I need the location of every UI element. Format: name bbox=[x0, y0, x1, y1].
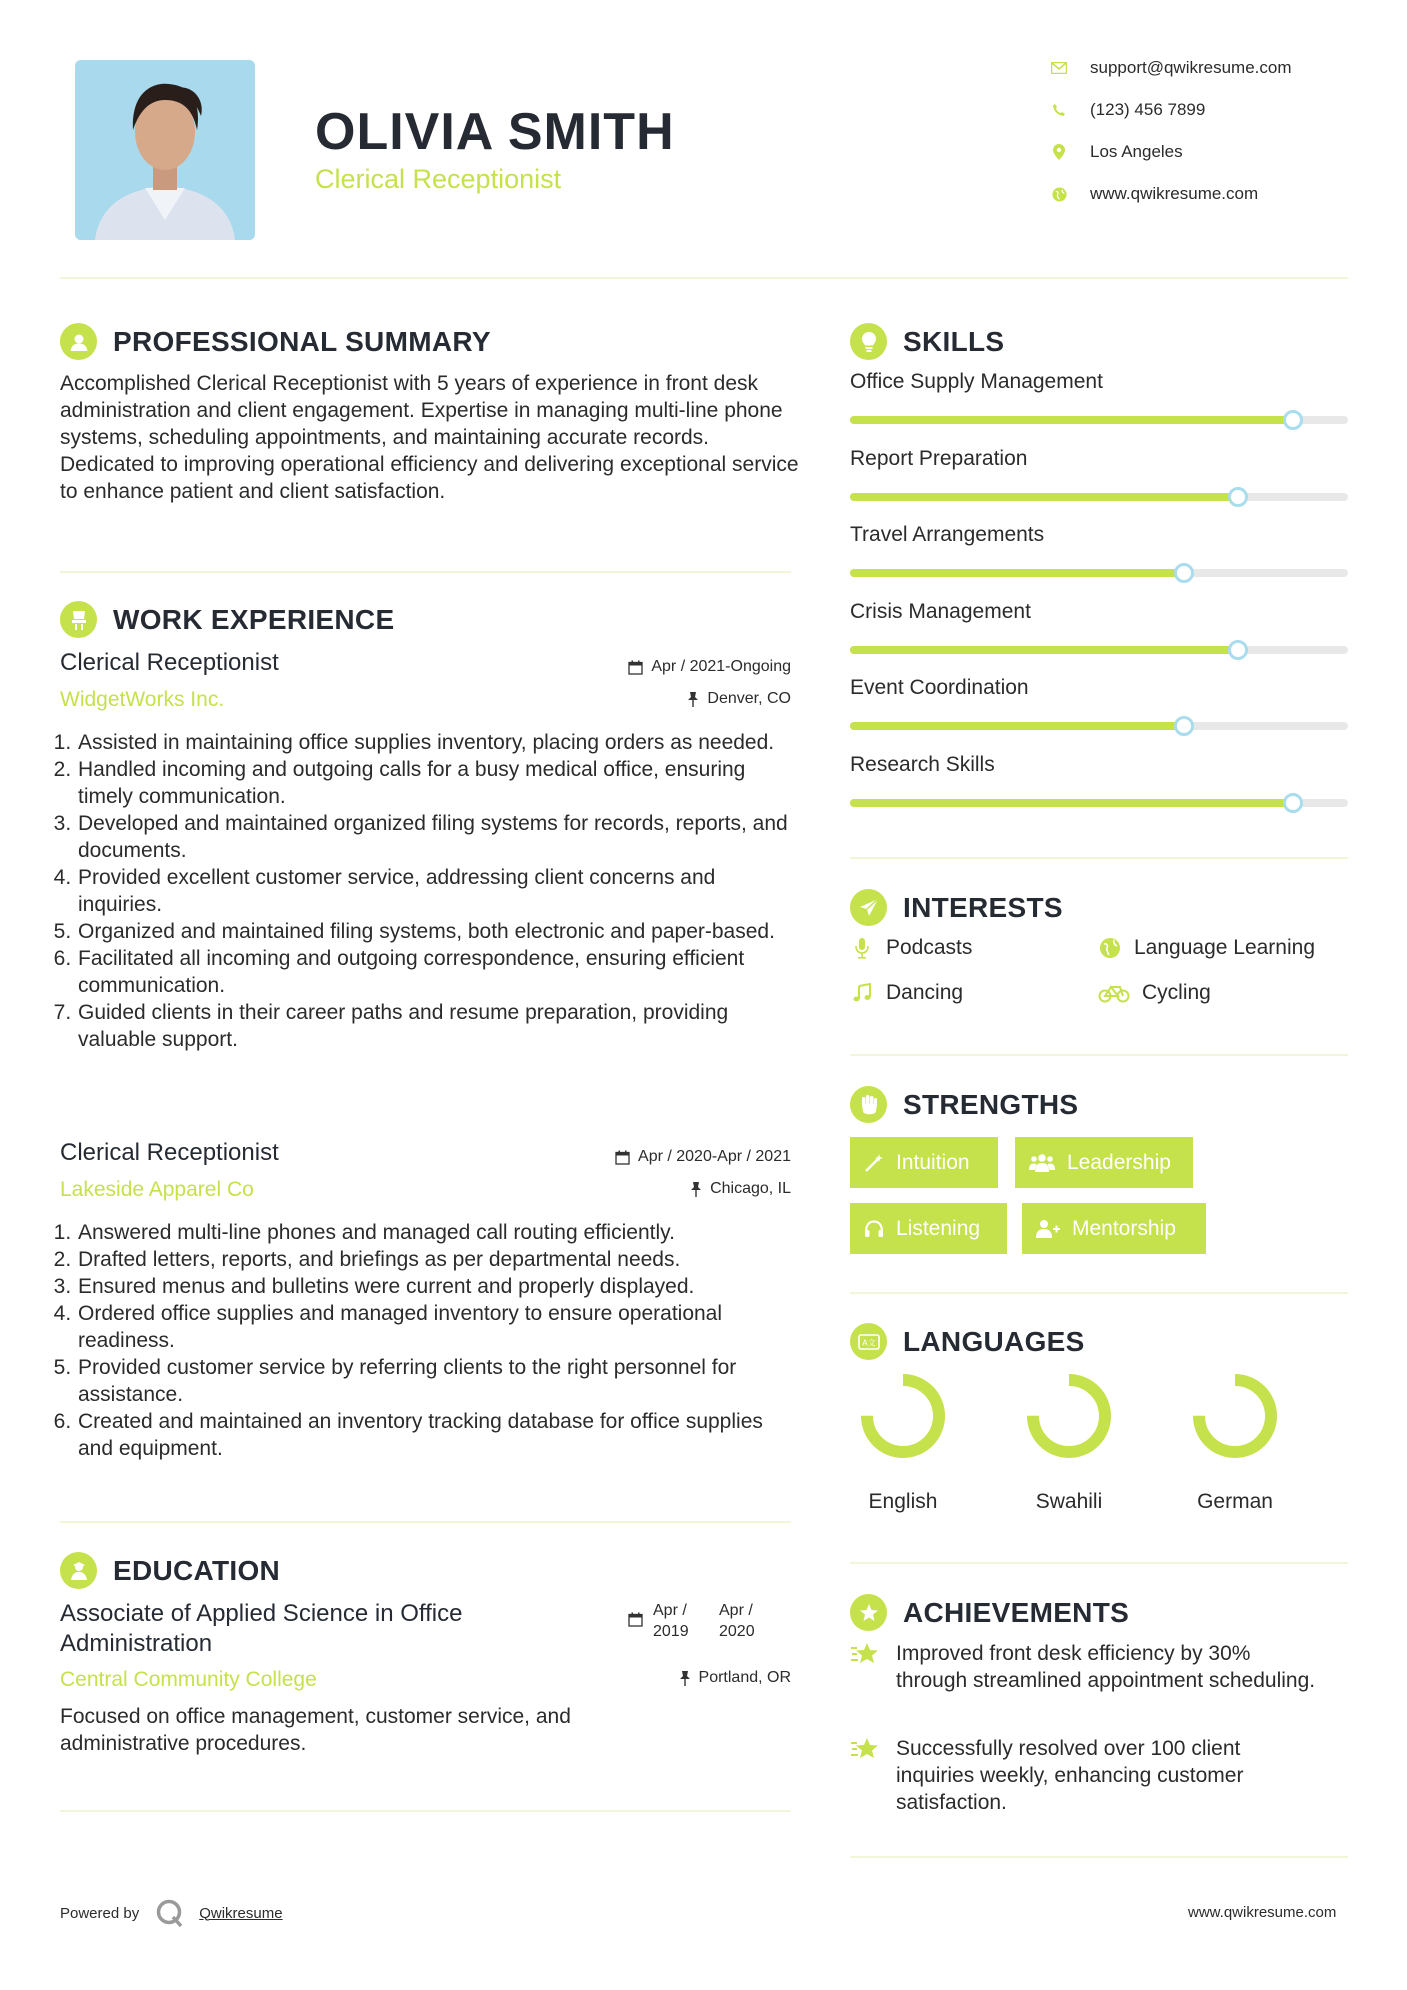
contact-email-text: support@qwikresume.com bbox=[1090, 58, 1292, 77]
skill-bar-track bbox=[850, 799, 1348, 807]
language-label: Swahili bbox=[1035, 1490, 1103, 1513]
job-1-title: Clerical Receptionist bbox=[60, 649, 279, 676]
language-ring bbox=[1185, 1366, 1285, 1466]
star-badge-icon bbox=[850, 1640, 882, 1672]
briefcase-icon bbox=[60, 601, 97, 638]
skills-divider bbox=[850, 857, 1348, 859]
summary-text: Accomplished Clerical Receptionist with 5 years of experience in front desk administration and client engagement. Expertise in managing multi-line phone systems, scheduling appointments, and maintaining accurate records. Dedicated to improving operational efficiency and delivering exceptional service to enhance patient and client satisfaction. bbox=[60, 372, 799, 503]
skills-header bbox=[850, 323, 1004, 360]
languages-divider bbox=[850, 1562, 1348, 1564]
education-start: Apr / 2019 bbox=[653, 1602, 689, 1640]
interest-label: Podcasts bbox=[886, 936, 973, 959]
education-degree: Associate of Applied Science in Office Administration bbox=[60, 1600, 463, 1657]
skills-heading: SKILLS bbox=[903, 325, 1005, 357]
interest-label: Cycling bbox=[1142, 981, 1211, 1004]
interest-cycling bbox=[1098, 981, 1211, 1005]
skill-name: Office Supply Management bbox=[850, 370, 1103, 393]
strengths-divider bbox=[850, 1292, 1348, 1294]
achievements-heading: ACHIEVEMENTS bbox=[903, 1596, 1130, 1628]
language-ring-arc bbox=[1033, 1380, 1105, 1452]
language-ring bbox=[853, 1366, 953, 1466]
contact-phone-text: (123) 456 7899 bbox=[1090, 100, 1206, 119]
education-location-text: Portland, OR bbox=[698, 1669, 791, 1686]
globe-icon bbox=[1098, 936, 1122, 960]
paper-plane-icon bbox=[850, 889, 887, 926]
languages-heading: LANGUAGES bbox=[903, 1325, 1085, 1357]
interest-dancing bbox=[850, 981, 963, 1005]
skill-bar-track bbox=[850, 569, 1348, 577]
education-heading: EDUCATION bbox=[113, 1554, 281, 1586]
interest-label: Language Learning bbox=[1134, 936, 1316, 959]
skill-name: Event Coordination bbox=[850, 676, 1029, 699]
interest-label: Dancing bbox=[886, 981, 964, 1004]
calendar-icon bbox=[615, 1150, 630, 1165]
music-note-icon bbox=[850, 981, 874, 1005]
list-item: 1. Assisted in maintaining office supplies inventory, placing orders as needed. bbox=[77, 729, 794, 756]
skill-bar-fill bbox=[850, 799, 1293, 807]
experience-divider bbox=[60, 1521, 791, 1523]
fist-icon bbox=[850, 1086, 887, 1123]
list-item: 1. Answered multi-line phones and managed call routing efficiently. bbox=[77, 1219, 794, 1246]
user-plus-icon bbox=[1036, 1219, 1060, 1239]
pushpin-icon bbox=[690, 1182, 702, 1197]
strength-label: Leadership bbox=[1067, 1150, 1171, 1174]
headphones-icon bbox=[864, 1220, 884, 1238]
job-1-location-text: Denver, CO bbox=[707, 690, 791, 707]
users-icon bbox=[1029, 1153, 1055, 1173]
skill-level-knob bbox=[1283, 410, 1303, 430]
candidate-name: OLIVIA SMITH bbox=[315, 103, 675, 161]
interests-heading: INTERESTS bbox=[903, 891, 1063, 923]
strength-tag-listening bbox=[850, 1203, 1007, 1254]
job-2-dates bbox=[491, 1148, 791, 1166]
header-divider bbox=[60, 277, 1348, 279]
contact-location-text: Los Angeles bbox=[1090, 142, 1183, 161]
skill-level-knob bbox=[1174, 716, 1194, 736]
skill-level-knob bbox=[1228, 640, 1248, 660]
strength-label: Listening bbox=[896, 1216, 981, 1240]
list-item: 4. Provided excellent customer service, addressing client concerns and inquiries. bbox=[77, 864, 794, 918]
calendar-icon bbox=[628, 660, 643, 675]
strength-label: Intuition bbox=[896, 1150, 970, 1174]
job-2-duties bbox=[59, 1219, 794, 1462]
list-item: 2. Drafted letters, reports, and briefings as per departmental needs. bbox=[77, 1246, 794, 1273]
strength-tag-mentorship bbox=[1022, 1203, 1206, 1254]
pushpin-icon bbox=[687, 692, 699, 707]
summary-divider bbox=[60, 571, 791, 573]
skill-level-knob bbox=[1174, 563, 1194, 583]
job-1-company: WidgetWorks Inc. bbox=[60, 688, 225, 711]
skill-level-knob bbox=[1283, 793, 1303, 813]
powered-by-text: Powered by bbox=[60, 1904, 140, 1922]
contact-location bbox=[1050, 142, 1183, 162]
skill-name: Travel Arrangements bbox=[850, 523, 1045, 546]
summary-header bbox=[60, 323, 491, 360]
svg-text:A文: A文 bbox=[861, 1338, 876, 1347]
skill-bar-track bbox=[850, 416, 1348, 424]
achievements-header bbox=[850, 1594, 1129, 1631]
list-item: 6. Created and maintained an inventory tracking database for office supplies and equipment. bbox=[77, 1408, 794, 1462]
achievement-item bbox=[850, 1640, 1320, 1694]
skill-bar-fill bbox=[850, 722, 1184, 730]
phone-icon bbox=[1050, 101, 1068, 119]
list-item: 2. Handled incoming and outgoing calls for a busy medical office, ensuring timely communication. bbox=[77, 756, 794, 810]
language-label: English bbox=[868, 1490, 938, 1513]
experience-heading: WORK EXPERIENCE bbox=[113, 603, 395, 635]
list-item: 3. Ensured menus and bulletins were current and properly displayed. bbox=[77, 1273, 794, 1300]
translate-icon bbox=[850, 1323, 887, 1360]
contact-phone[interactable] bbox=[1050, 100, 1205, 120]
trophy-icon bbox=[850, 1594, 887, 1631]
language-label: German bbox=[1197, 1490, 1273, 1513]
achievements-divider bbox=[850, 1856, 1348, 1858]
interest-language-learning bbox=[1098, 936, 1315, 960]
job-1-duties bbox=[59, 729, 794, 1053]
skill-bar-fill bbox=[850, 569, 1184, 577]
skill-bar-track bbox=[850, 646, 1348, 654]
language-ring-arc bbox=[867, 1380, 939, 1452]
graduation-icon bbox=[60, 1552, 97, 1589]
skill-bar-track bbox=[850, 722, 1348, 730]
job-1-location bbox=[491, 690, 791, 708]
list-item: 5. Provided customer service by referring clients to the right personnel for assistance. bbox=[77, 1354, 794, 1408]
candidate-title: Clerical Receptionist bbox=[315, 164, 562, 194]
magic-wand-icon bbox=[864, 1153, 884, 1173]
education-end: Apr / 2020 bbox=[719, 1602, 755, 1640]
qwikresume-link[interactable]: Qwikresume bbox=[199, 1904, 283, 1922]
footer-website[interactable]: www.qwikresume.com bbox=[1188, 1904, 1337, 1921]
strengths-header bbox=[850, 1086, 1078, 1123]
achievement-item bbox=[850, 1735, 1320, 1816]
strength-tag-intuition bbox=[850, 1137, 998, 1188]
job-1-dates-text: Apr / 2021-Ongoing bbox=[651, 658, 791, 675]
skill-name: Report Preparation bbox=[850, 446, 1028, 470]
job-2-company: Lakeside Apparel Co bbox=[60, 1178, 254, 1201]
skill-bar-fill bbox=[850, 493, 1238, 501]
pushpin-icon bbox=[679, 1671, 691, 1686]
strength-label: Mentorship bbox=[1072, 1216, 1176, 1240]
job-2-location bbox=[491, 1180, 791, 1198]
envelope-icon bbox=[1050, 59, 1068, 77]
list-item: 7. Guided clients in their career paths and resume preparation, providing valuable support. bbox=[77, 999, 794, 1053]
contact-website[interactable] bbox=[1050, 184, 1258, 204]
interests-divider bbox=[850, 1054, 1348, 1056]
contact-email[interactable] bbox=[1050, 58, 1292, 78]
job-2-title: Clerical Receptionist bbox=[60, 1139, 279, 1166]
strengths-heading: STRENGTHS bbox=[903, 1088, 1079, 1120]
interest-podcasts bbox=[850, 936, 972, 960]
lightbulb-icon bbox=[850, 323, 887, 360]
star-badge-icon bbox=[850, 1735, 882, 1767]
education-header bbox=[60, 1552, 280, 1589]
achievement-text: Successfully resolved over 100 client inquiries weekly, enhancing customer satisfaction. bbox=[896, 1737, 1244, 1814]
skill-bar-track bbox=[850, 493, 1348, 501]
calendar-icon bbox=[628, 1612, 643, 1627]
bicycle-icon bbox=[1098, 981, 1130, 1005]
footer-powered-by bbox=[60, 1898, 283, 1928]
list-item: 5. Organized and maintained filing systems, both electronic and paper-based. bbox=[77, 918, 794, 945]
language-ring-arc bbox=[1199, 1380, 1271, 1452]
skill-bar-fill bbox=[850, 646, 1238, 654]
map-pin-icon bbox=[1050, 143, 1068, 161]
list-item: 4. Ordered office supplies and managed inventory to ensure operational readiness. bbox=[77, 1300, 794, 1354]
strength-tag-leadership bbox=[1015, 1137, 1193, 1188]
language-ring bbox=[1019, 1366, 1119, 1466]
education-description: Focused on office management, customer service, and administrative procedures. bbox=[60, 1705, 571, 1755]
languages-header bbox=[850, 1323, 1085, 1360]
education-divider bbox=[60, 1810, 791, 1812]
skill-bar-fill bbox=[850, 416, 1293, 424]
microphone-icon bbox=[850, 936, 874, 960]
skill-name: Crisis Management bbox=[850, 599, 1031, 623]
education-dates bbox=[628, 1600, 765, 1642]
experience-header bbox=[60, 601, 394, 638]
qwikresume-logo-icon bbox=[155, 1898, 185, 1928]
job-2-location-text: Chicago, IL bbox=[710, 1180, 791, 1197]
list-item: 3. Developed and maintained organized filing systems for records, reports, and documents. bbox=[77, 810, 794, 864]
user-icon bbox=[60, 323, 97, 360]
interests-header bbox=[850, 889, 1063, 926]
achievement-text: Improved front desk efficiency by 30% through streamlined appointment scheduling. bbox=[896, 1642, 1316, 1692]
job-1-dates bbox=[491, 658, 791, 676]
education-school: Central Community College bbox=[60, 1668, 317, 1691]
profile-photo bbox=[75, 60, 255, 240]
summary-heading: PROFESSIONAL SUMMARY bbox=[113, 325, 491, 357]
globe-icon bbox=[1050, 185, 1068, 203]
contact-website-text: www.qwikresume.com bbox=[1090, 184, 1259, 203]
job-2-dates-text: Apr / 2020-Apr / 2021 bbox=[638, 1148, 791, 1165]
skill-name: Research Skills bbox=[850, 752, 995, 776]
list-item: 6. Facilitated all incoming and outgoing correspondence, ensuring efficient communication. bbox=[77, 945, 794, 999]
education-location bbox=[491, 1669, 791, 1687]
skill-level-knob bbox=[1228, 487, 1248, 507]
